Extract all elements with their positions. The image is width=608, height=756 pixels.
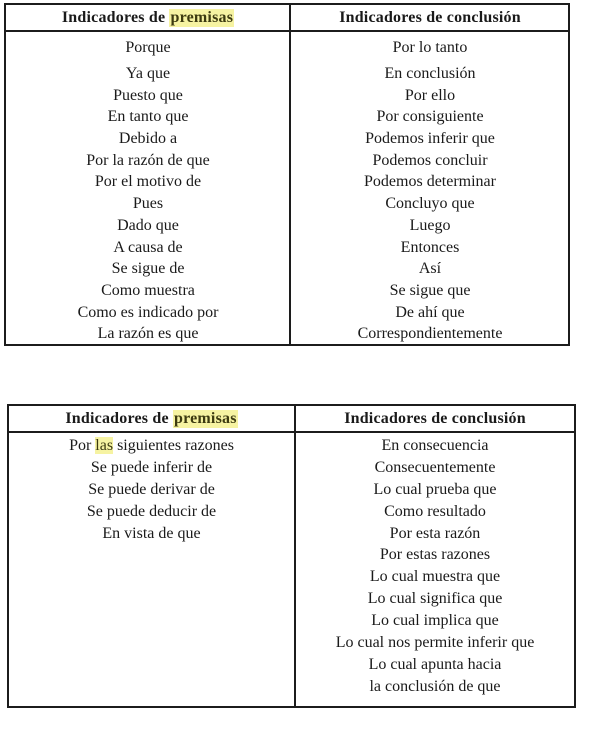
- list-item: Se puede derivar de: [88, 480, 215, 498]
- list-item: Se sigue que: [389, 281, 471, 299]
- header-premises-prefix: Indicadores de: [61, 8, 170, 26]
- list-item: Por el motivo de: [94, 173, 202, 191]
- list-item: En tanto que: [107, 108, 189, 126]
- header-conclusion: Indicadores de conclusión: [344, 409, 526, 427]
- list-item: Por esta razón: [389, 524, 481, 542]
- list-item: Se puede inferir de: [90, 458, 213, 476]
- list-item: Lo cual significa que: [367, 590, 503, 608]
- list-item: Se sigue de: [111, 260, 185, 278]
- list-item: Por ello: [404, 86, 456, 104]
- header-premises: [9, 406, 294, 431]
- list-item: Como resultado: [384, 502, 486, 520]
- list-item: Consecuentemente: [374, 458, 496, 476]
- list-item: Podemos inferir que: [365, 130, 495, 148]
- table-header: [6, 5, 568, 32]
- premise-conclusion-table-2: [7, 404, 576, 708]
- list-item: Concluyo que: [385, 195, 475, 213]
- list-item: En conclusión: [384, 65, 476, 82]
- list-item: Luego: [409, 216, 451, 234]
- list-item: Por estas razones: [379, 546, 491, 564]
- header-premises: [6, 5, 290, 30]
- conclusions-column: [296, 435, 574, 698]
- list-item: De ahí que: [395, 303, 465, 321]
- list-item: [9, 435, 294, 457]
- list-item: Por la razón de que: [86, 151, 210, 169]
- table-header: [9, 406, 574, 433]
- list-item: Dado que: [117, 216, 179, 234]
- list-item: Porque: [125, 39, 171, 56]
- highlighted-word: premisas: [173, 409, 237, 427]
- conclusions-column: [292, 37, 568, 345]
- list-item: Podemos concluir: [372, 151, 488, 169]
- highlighted-word: las: [95, 437, 114, 454]
- list-item: Puesto que: [113, 86, 183, 104]
- item-text: Por: [69, 437, 96, 454]
- list-item: Correspondientemente: [357, 325, 503, 343]
- list-item: La razón es que: [97, 325, 199, 343]
- list-item: Lo cual implica que: [371, 612, 499, 630]
- list-item: En vista de que: [102, 524, 201, 542]
- list-item: Podemos determinar: [364, 173, 496, 191]
- list-item: Pues: [132, 195, 164, 213]
- list-item: En consecuencia: [381, 437, 489, 454]
- list-item: Ya que: [125, 65, 171, 82]
- list-item: Por lo tanto: [392, 39, 468, 56]
- premise-conclusion-table-1: [4, 3, 570, 346]
- premises-column: [6, 37, 290, 345]
- list-item: A causa de: [113, 238, 183, 256]
- list-item: Por consiguiente: [376, 108, 484, 126]
- list-item: la conclusión de que: [369, 677, 501, 695]
- item-text: siguientes razones: [113, 437, 234, 454]
- list-item: Entonces: [400, 238, 460, 256]
- list-item: Como muestra: [101, 281, 195, 299]
- highlighted-word: premisas: [170, 8, 234, 26]
- list-item: Lo cual nos permite inferir que: [335, 634, 535, 652]
- list-item: Como es indicado por: [77, 303, 219, 321]
- list-item: Así: [418, 260, 442, 278]
- header-conclusion: Indicadores de conclusión: [339, 8, 521, 26]
- list-item: Lo cual prueba que: [373, 480, 497, 498]
- list-item: Lo cual apunta hacia: [368, 655, 502, 673]
- list-item: Lo cual muestra que: [369, 568, 501, 586]
- list-item: Se puede deducir de: [86, 502, 217, 520]
- list-item: Debido a: [118, 130, 178, 148]
- premises-column: [9, 435, 294, 544]
- header-premises-prefix: Indicadores de: [65, 409, 173, 427]
